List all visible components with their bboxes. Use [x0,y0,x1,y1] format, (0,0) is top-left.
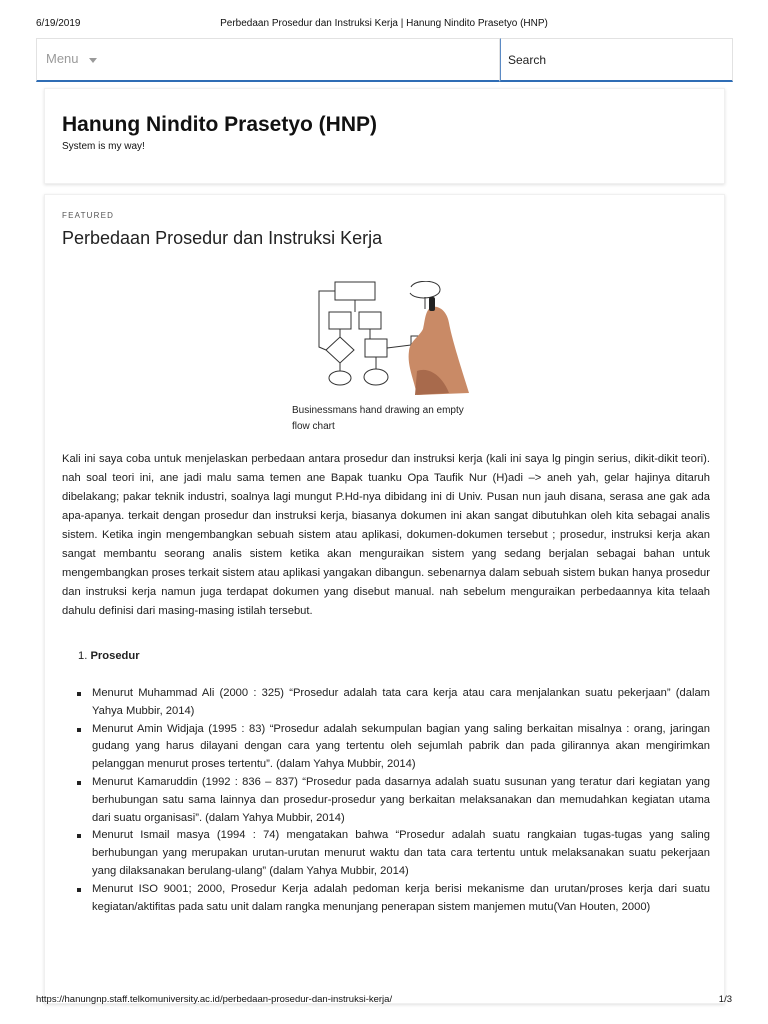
site-title[interactable]: Hanung Nindito Prasetyo (HNP) [62,113,378,136]
print-header [36,18,732,32]
list-item [76,881,710,917]
section-heading [78,650,140,662]
print-page-url: https://hanungnp.staff.telkomuniversity.ac.id/perbedaan-prosedur-dan-instruksi-kerja/ [36,994,393,1005]
top-navigation [36,38,733,82]
image-caption: Businessmans hand drawing an empty flow chart [292,405,464,432]
section-title: Prosedur [90,650,140,662]
section-number: 1. [78,650,88,662]
post-title[interactable]: Perbedaan Prosedur dan Instruksi Kerja [62,228,383,248]
site-tagline: System is my way! [62,141,145,152]
definition-text: Menurut Kamaruddin (1992 : 836 – 837) “Prosedur pada dasarnya adalah suatu susunan yang teratur dari kegiatan yang berhubungan satu sama lainnya dan prosedur-prosedur yang berkaitan melaksanakan dan memudahkan kegiatan utama dari suatu organisasi”. (dalam Yahya Mubbir, 2014) [92,775,710,824]
menu-dropdown[interactable] [36,38,500,82]
site-header [44,88,725,184]
definition-text: Menurut Ismail masya (1994 : 74) mengatakan bahwa “Prosedur adalah suatu rangkaian tugas-tugas yang saling berhubungan yang merupakan urutan-urutan menurut waktu dan tata cara tertentu untuk melaksanakan suatu pekerjaan yang dilaksanakan berulang-ulang” (dalam Yahya Mubbir, 2014) [92,829,710,877]
list-item [76,685,710,721]
square-bullet-icon [77,692,81,696]
list-item [76,721,710,774]
chevron-down-icon [89,58,97,63]
hand-illustration [409,297,469,395]
menu-label: Menu [46,51,79,66]
definition-list [76,685,710,916]
search-box [500,38,733,82]
definition-text: Menurut Amin Widjaja (1995 : 83) “Prosedur adalah sekumpulan bagian yang saling berkaitan misalnya : orang, jaringan gudang yang harus dilayani dengan cara yang tertentu oleh sejumlah pabrik dan pada gilirannya akan mengirimkan pelanggan menurut proses tertentu”. (dalam Yahya Mubbir, 2014) [92,722,710,771]
post-article [44,194,725,1004]
square-bullet-icon [77,781,81,785]
print-page-number: 1/3 [718,994,732,1005]
post-intro-paragraph: Kali ini saya coba untuk menjelaskan perbedaan antara prosedur dan instruksi kerja (kali ini saya lg pingin serius, dikit-dikit teori). nah soal teori ini, ane jadi malu sama temen ane Bapak tuanku Opa Taufik Nur (H)adi –> aneh yah, gelar hajinya ditaruh dibelakang; pakar teknik industri, soalnya lagi mungut P.Hd-nya dibidang ini di Univ. Pusan nun jauh disana, serasa ane gak ada apa-apanya. terkait dengan prosedur dan instruksi kerja, biasanya dokumen ini akan sangat dibutuhkan oleh kita sebagai analis sistem. Ketika ingin mengembangkan sebuah sistem atau aplikasi, dokumen-dokumen tersebut ; prosedur, instruksi kerja akan sangat membantu seorang analis sistem ketika akan menguraikan sistem yang sedang berjalan sebagai bahan untuk mengembangkan proses terkait sistem atau aplikasi yangakan dibangun. sebenarnya dalam sebuah sistem bukan hanya prosedur dan instruksi kerja namun juga terdapat dokumen yang disebut manual. nah sebelum menguraikan perbedaannya kita telaah dahulu definisi dari masing-masing istilah tersebut. [62,453,710,617]
flow-chart-image [315,281,471,395]
square-bullet-icon [77,834,81,838]
square-bullet-icon [77,728,81,732]
list-item [76,774,710,827]
definition-text: Menurut Muhammad Ali (2000 : 325) “Prosedur adalah tata cara kerja atau cara menjalankan suatu pekerjaan” (dalam Yahya Mubbir, 2014) [92,687,710,717]
print-document-title: Perbedaan Prosedur dan Instruksi Kerja | Hanung Nindito Prasetyo (HNP) [220,18,548,29]
search-input[interactable] [501,39,732,80]
definition-text: Menurut ISO 9001; 2000, Prosedur Kerja adalah pedoman kerja berisi mekanisme dan urutan/proses kerja dari suatu kegiatan/aktifitas pada satu unit dalam rangka menunjang penerapan sistem manjemen mutu(Van Houten, 2000) [92,882,710,913]
print-footer [36,994,732,1008]
featured-label: FEATURED [62,211,115,220]
print-date: 6/19/2019 [36,18,81,29]
list-item [76,827,710,880]
square-bullet-icon [77,888,81,892]
